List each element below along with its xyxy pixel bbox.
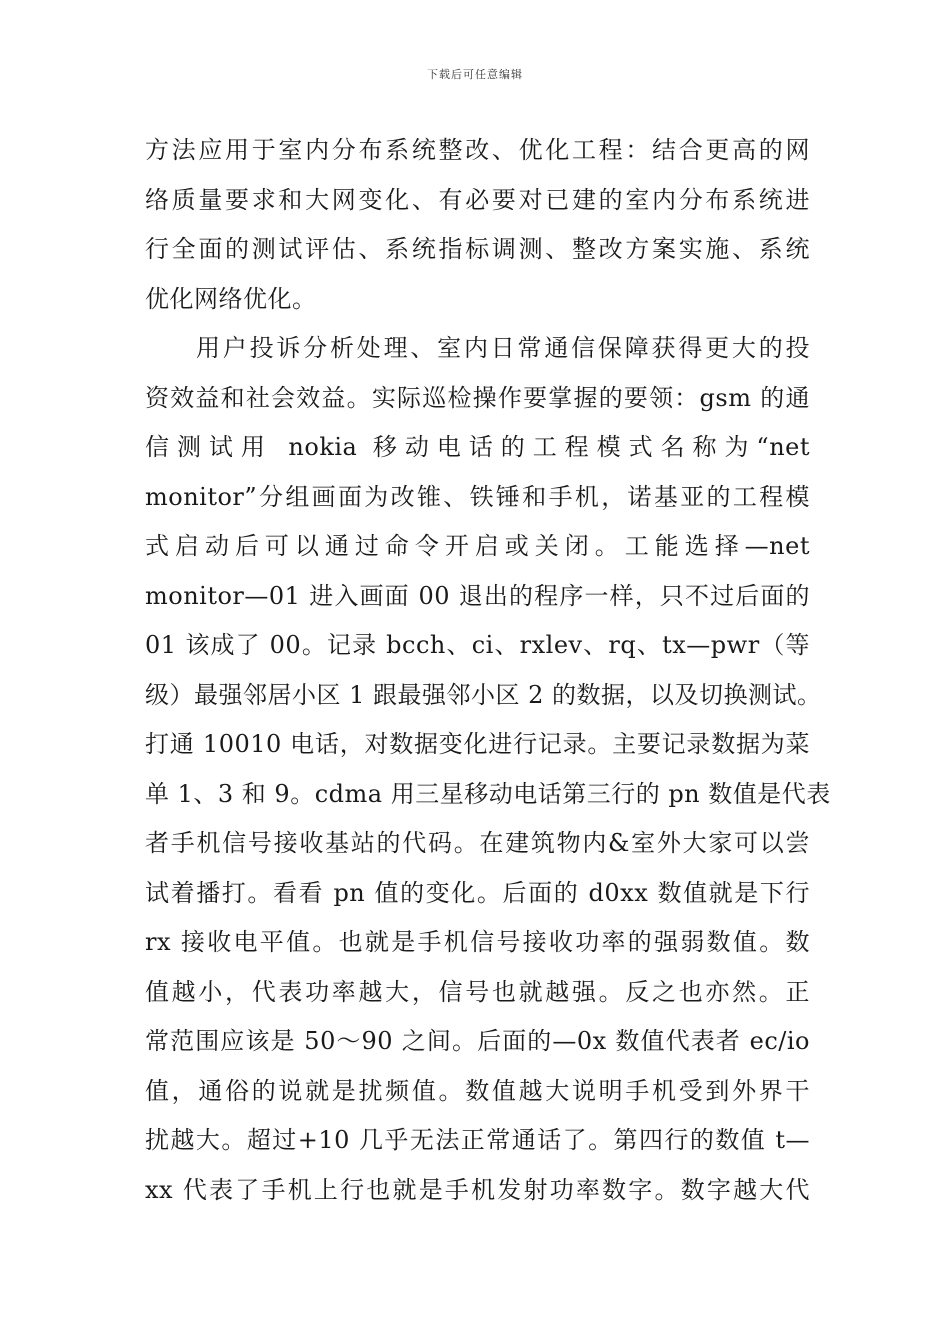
text-line: 值，通俗的说就是扰频值。数值越大说明手机受到外界干 bbox=[145, 1076, 810, 1105]
text-line: 级）最强邻居小区 1 跟最强邻小区 2 的数据，以及切换测试。 bbox=[145, 680, 822, 709]
text-line: monitor—01 进入画面 00 退出的程序一样，只不过后面的 bbox=[145, 581, 810, 610]
text-line: 01 该成了 00。记录 bcch、ci、rxlev、rq、tx—pwr（等 bbox=[145, 631, 810, 659]
page-header: 下载后可任意编辑 bbox=[427, 68, 523, 81]
text-line: 扰越大。超过+10 几乎无法正常通话了。第四行的数值 t— bbox=[145, 1126, 810, 1154]
text-line: 单 1、3 和 9。cdma 用三星移动电话第三行的 pn 数值是代表 bbox=[145, 779, 831, 808]
text-line: 方法应用于室内分布系统整改、优化工程：结合更高的网 bbox=[145, 136, 810, 164]
text-line: 式启动后可以通过命令开启或关闭。工能选择—net bbox=[145, 532, 810, 560]
text-line: 信测试用 nokia 移动电话的工程模式名称为“net bbox=[145, 433, 810, 461]
text-line: 者手机信号接收基站的代码。在建筑物内&室外大家可以尝 bbox=[145, 829, 810, 857]
text-line: 常范围应该是 50～90 之间。后面的—0x 数值代表者 ec/io bbox=[145, 1027, 810, 1055]
text-line: 用户投诉分析处理、室内日常通信保障获得更大的投 bbox=[196, 334, 810, 362]
text-line: xx 代表了手机上行也就是手机发射功率数字。数字越大代 bbox=[145, 1175, 810, 1204]
text-line: 打通 10010 电话，对数据变化进行记录。主要记录数据为菜 bbox=[145, 730, 810, 758]
text-line: 络质量要求和大网变化、有必要对已建的室内分布系统进 bbox=[145, 185, 810, 214]
paragraph-2 bbox=[145, 324, 831, 1215]
text-line: 行全面的测试评估、系统指标调测、整改方案实施、系统 bbox=[145, 235, 810, 263]
text-line: 值越小，代表功率越大，信号也就越强。反之也亦然。正 bbox=[145, 977, 810, 1006]
document-body bbox=[145, 126, 831, 1215]
paragraph-1 bbox=[145, 126, 810, 324]
text-line: 试着播打。看看 pn 值的变化。后面的 d0xx 数值就是下行 bbox=[145, 878, 810, 907]
text-line: 资效益和社会效益。实际巡检操作要掌握的要领：gsm 的通 bbox=[145, 383, 810, 412]
text-line: 优化网络优化。 bbox=[145, 284, 317, 313]
text-line: monitor”分组画面为改锥、铁锤和手机，诺基亚的工程模 bbox=[145, 482, 810, 511]
text-line: rx 接收电平值。也就是手机信号接收功率的强弱数值。数 bbox=[145, 928, 810, 956]
